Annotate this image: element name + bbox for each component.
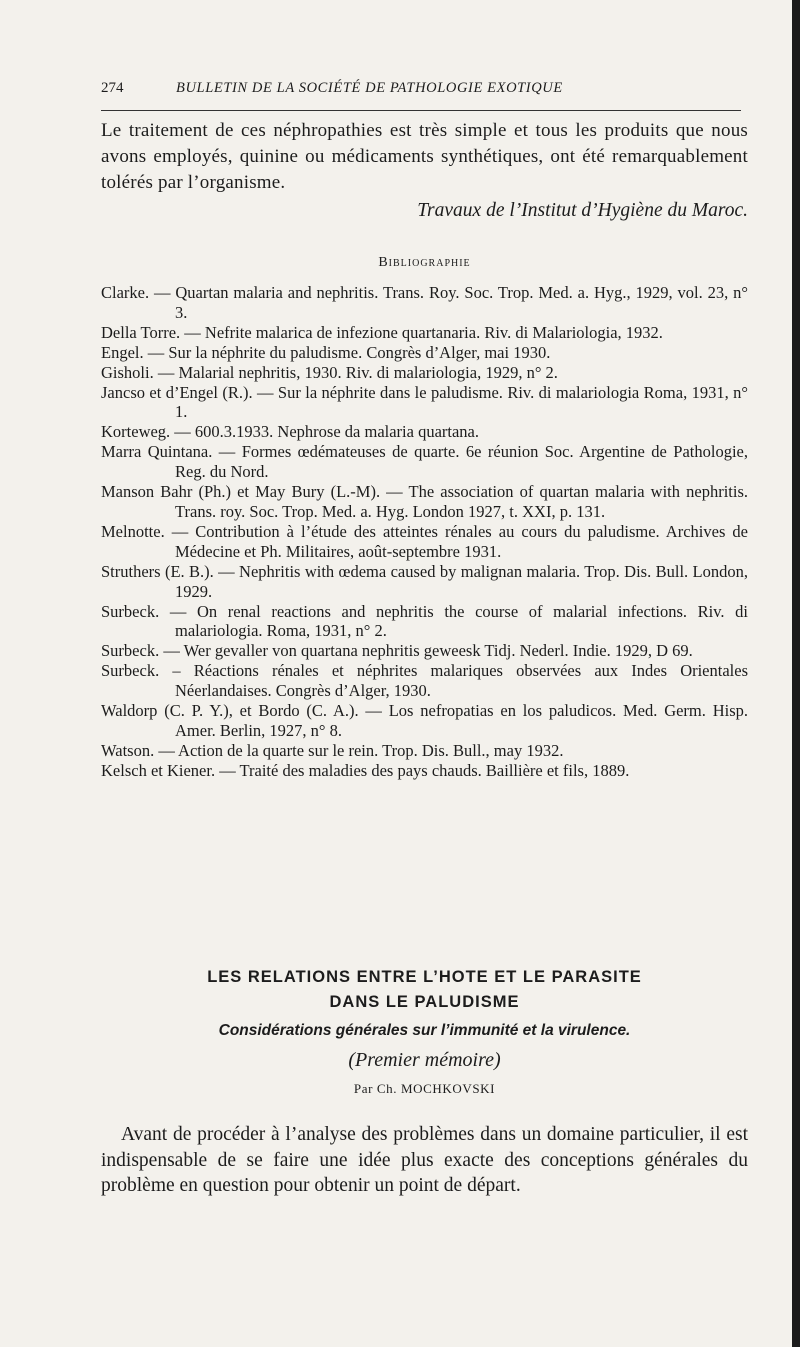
page-number: 274 <box>101 80 124 96</box>
bibliography-heading: Bibliographie <box>378 255 471 270</box>
article-author: Par Ch. MOCHKOVSKI <box>353 1081 496 1096</box>
scan-edge <box>792 0 800 1347</box>
article-title <box>101 965 748 1015</box>
bibliography-entry: Korteweg. — 600.3.1933. Nephrose da malaria quartana. <box>101 422 480 442</box>
article-memoir-label: (Premier mémoire) <box>348 1049 501 1071</box>
bibliography-entry: Engel. — Sur la néphrite du paludisme. Congrès d’Alger, mai 1930. <box>101 342 551 362</box>
article-body-paragraph: Avant de procéder à l’analyse des problèmes dans un domaine particulier, il est indispensable de se faire une idée plus exacte des conceptions générales du problème en question pour obtenir un point de départ. <box>101 1124 748 1196</box>
bibliography-entry: Della Torre. — Nefrite malarica de infezione quartanaria. Riv. di Malariologia, 1932. <box>101 322 663 342</box>
running-head <box>101 76 741 112</box>
bibliography-entry: Melnotte. — Contribution à l’étude des atteintes rénales au cours du paludisme. Archives de Médecine et Ph. Militaires, août-septembre 1931. <box>101 521 748 561</box>
bibliography-entry: Jancso et d’Engel (R.). — Sur la néphrite dans le paludisme. Riv. di malariologia Roma, 1931, n° 1. <box>101 382 748 422</box>
header-rule <box>101 110 741 111</box>
article-subtitle: Considérations générales sur l’immunité et la virulence. <box>218 1022 631 1039</box>
article-header <box>101 965 748 1097</box>
bibliography-entry: Manson Bahr (Ph.) et May Bury (L.-M). — The association of quartan malaria with nephritis. Trans. roy. Soc. Trop. Med. a. Hyg. London 1927, t. XXI, p. 131. <box>101 482 748 521</box>
institution-signature: Travaux de l’Institut d’Hygiène du Maroc. <box>417 200 748 221</box>
bibliography-entry: Waldorp (C. P. Y.), et Bordo (C. A.). — Los nefropatias en los paludicos. Med. Germ. Hisp. Amer. Berlin, 1927, n° 8. <box>101 701 748 740</box>
bibliography-entry: Surbeck. – Réactions rénales et néphrites malariques observées aux Indes Orientales Néerlandaises. Congrès d’Alger, 1930. <box>101 661 748 701</box>
bibliography-entry: Surbeck. — On renal reactions and nephritis the course of malarial infections. Riv. di malariologia. Roma, 1931, n° 2. <box>101 601 748 641</box>
bibliography-entry: Clarke. — Quartan malaria and nephritis. Trans. Roy. Soc. Trop. Med. a. Hyg., 1929, vol. 23, n° 3. <box>101 283 748 322</box>
article-title-line-2: DANS LE PALUDISME <box>329 993 520 1011</box>
bibliography-entry: Marra Quintana. — Formes œdémateuses de quarte. 6e réunion Soc. Argentine de Pathologie, Reg. du Nord. <box>101 442 748 482</box>
journal-title: BULLETIN DE LA SOCIÉTÉ DE PATHOLOGIE EXOTIQUE <box>176 80 563 96</box>
intro-paragraph: Le traitement de ces néphropathies est très simple et tous les produits que nous avons employés, quinine ou médicaments synthétiques, ont été remarquablement tolérés par l’organisme. <box>101 120 748 193</box>
bibliography-list <box>101 283 748 781</box>
bibliography-entry: Watson. — Action de la quarte sur le rein. Trop. Dis. Bull., may 1932. <box>101 740 564 760</box>
article-title-line-1: LES RELATIONS ENTRE L’HOTE ET LE PARASITE <box>207 968 642 986</box>
bibliography-entry: Kelsch et Kiener. — Traité des maladies des pays chauds. Baillière et fils, 1889. <box>101 760 630 780</box>
intro-block <box>101 118 748 196</box>
bibliography-entry: Struthers (E. B.). — Nephritis with œdema caused by malignan malaria. Trop. Dis. Bull. London, 1929. <box>101 561 748 601</box>
bibliography-entry: Gisholi. — Malarial nephritis, 1930. Riv. di malariologia, 1929, n° 2. <box>101 362 558 382</box>
bibliography-entry: Surbeck. — Wer gevaller von quartana nephritis geweesk Tidj. Nederl. Indie. 1929, D 69. <box>101 641 693 661</box>
